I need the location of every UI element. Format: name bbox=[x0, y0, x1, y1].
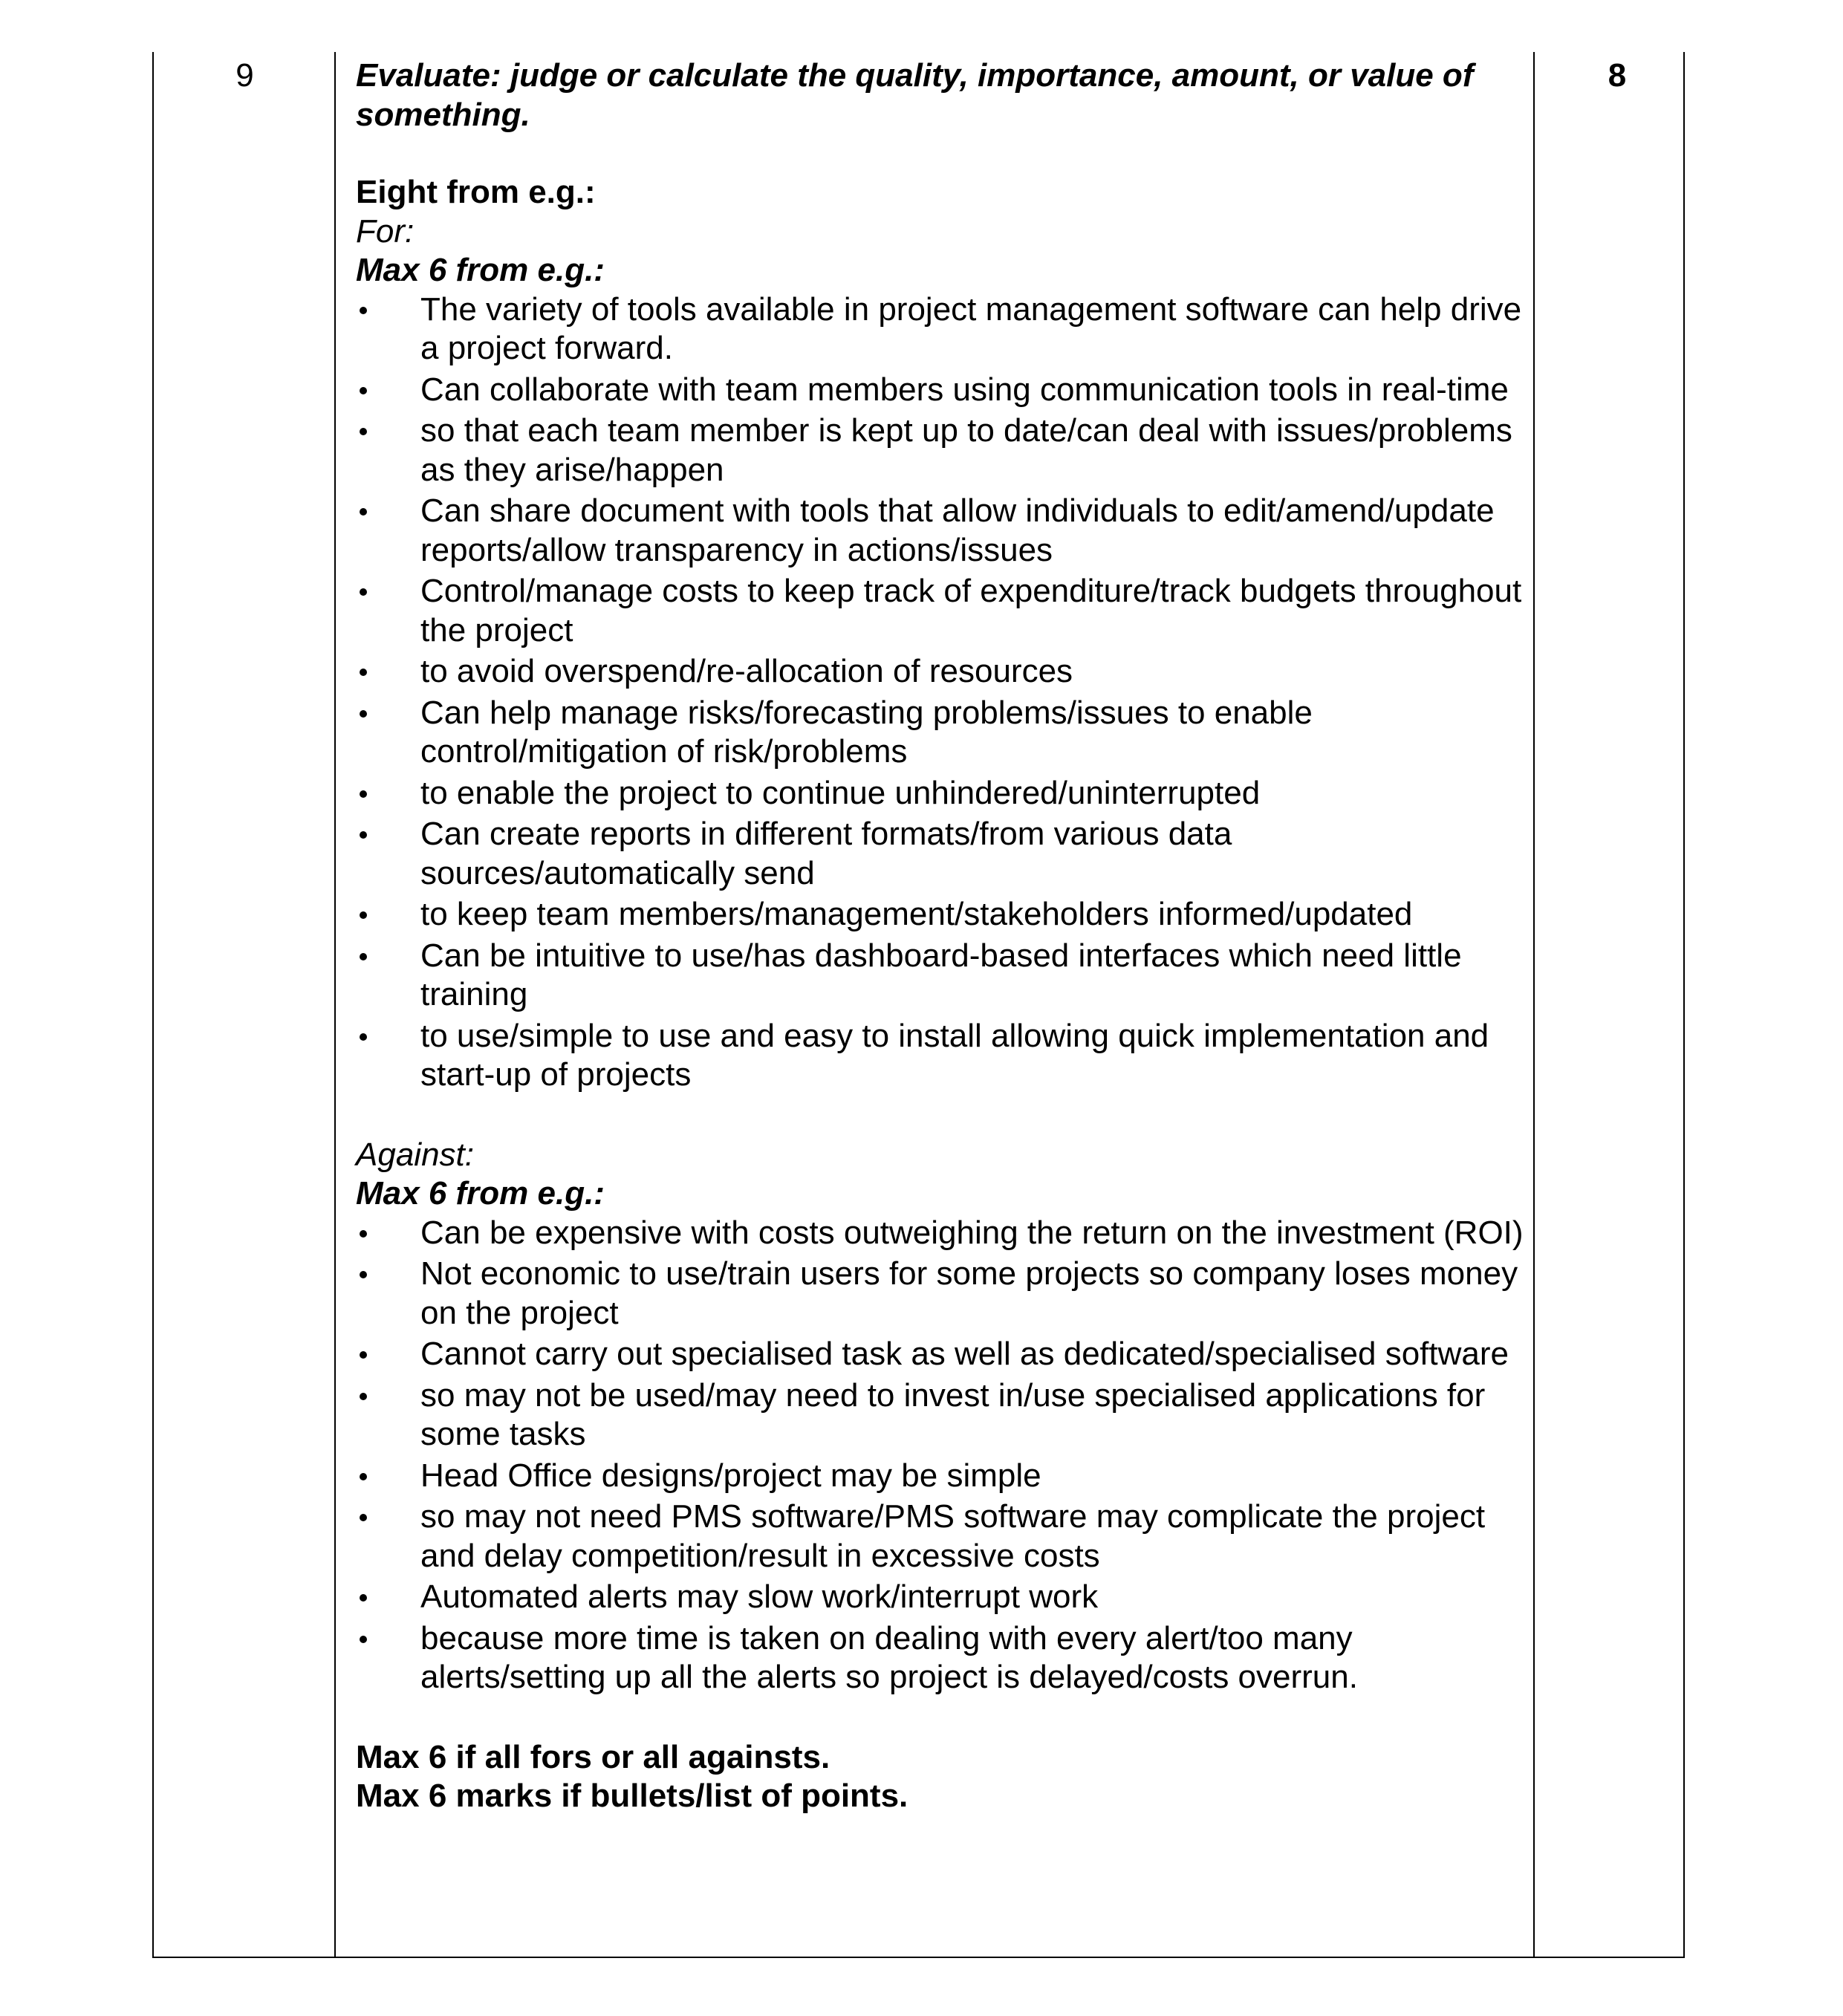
list-item-text: Can help manage risks/forecasting problems/issues to enable control/mitigation of risk/problems bbox=[420, 694, 1313, 770]
list-item bbox=[356, 1017, 1533, 1095]
list-item bbox=[356, 937, 1533, 1015]
list-item-text: Control/manage costs to keep track of expenditure/track budgets throughout the project bbox=[420, 573, 1522, 648]
intro-text: Eight from e.g.: bbox=[356, 174, 596, 210]
bullet-icon bbox=[360, 1351, 367, 1359]
list-item-text: because more time is taken on dealing with every alert/too many alerts/setting up all the alerts so project is delayed/costs overrun. bbox=[420, 1619, 1358, 1695]
bullet-icon bbox=[360, 790, 367, 798]
against-list bbox=[356, 1214, 1533, 1697]
bullet-icon bbox=[360, 911, 367, 919]
bullet-icon bbox=[360, 1594, 367, 1602]
list-item-text: Can create reports in different formats/from various data sources/automatically send bbox=[420, 816, 1232, 891]
against-heading: Against: bbox=[356, 1136, 474, 1173]
list-item bbox=[356, 895, 1533, 934]
bullet-icon bbox=[360, 508, 367, 516]
for-list bbox=[356, 290, 1533, 1095]
for-max: Max 6 from e.g.: bbox=[356, 252, 605, 288]
answer-cell bbox=[356, 56, 1533, 1816]
list-item-text: to keep team members/management/stakeholders informed/updated bbox=[420, 896, 1413, 932]
bullet-icon bbox=[360, 1473, 367, 1480]
list-item bbox=[356, 290, 1533, 368]
list-item-text: so may not need PMS software/PMS software may complicate the project and delay competition/result in excessive costs bbox=[420, 1498, 1486, 1574]
column-divider bbox=[334, 52, 336, 1957]
against-max: Max 6 from e.g.: bbox=[356, 1175, 605, 1212]
list-item-text: to avoid overspend/re-allocation of resources bbox=[420, 653, 1073, 689]
list-item bbox=[356, 1376, 1533, 1454]
list-item bbox=[356, 1498, 1533, 1576]
note-line: Max 6 if all fors or all againsts. bbox=[356, 1738, 831, 1775]
command-word-definition: Evaluate: judge or calculate the quality, importance, amount, or value of something. bbox=[356, 57, 1474, 133]
bullet-icon bbox=[360, 1033, 367, 1041]
list-item bbox=[356, 774, 1533, 813]
question-number: 9 bbox=[235, 57, 254, 94]
list-item bbox=[356, 412, 1533, 490]
list-item bbox=[356, 492, 1533, 570]
list-item-text: Can collaborate with team members using communication tools in real-time bbox=[420, 371, 1509, 408]
list-item-text: to enable the project to continue unhindered/uninterrupted bbox=[420, 774, 1261, 811]
bullet-icon bbox=[360, 1393, 367, 1400]
for-heading: For: bbox=[356, 212, 415, 250]
list-item bbox=[356, 1619, 1533, 1697]
list-item-text: Can be intuitive to use/has dashboard-based interfaces which need little training bbox=[420, 937, 1462, 1012]
list-item-text: to use/simple to use and easy to install allowing quick implementation and start-up of projects bbox=[420, 1017, 1489, 1093]
bullet-icon bbox=[360, 1230, 367, 1238]
list-item bbox=[356, 1335, 1533, 1374]
list-item-text: so that each team member is kept up to date/can deal with issues/problems as they arise/happen bbox=[420, 412, 1512, 488]
list-item-text: Automated alerts may slow work/interrupt work bbox=[420, 1578, 1099, 1615]
list-item bbox=[356, 694, 1533, 772]
column-divider bbox=[1533, 52, 1535, 1957]
list-item bbox=[356, 652, 1533, 692]
marks-value: 8 bbox=[1608, 57, 1627, 94]
bullet-icon bbox=[360, 588, 367, 596]
list-item-text: The variety of tools available in project management software can help drive a project forward. bbox=[420, 290, 1522, 366]
bullet-icon bbox=[360, 387, 367, 394]
list-item-text: Can be expensive with costs outweighing the return on the investment (ROI) bbox=[420, 1214, 1524, 1251]
note-line: Max 6 marks if bullets/list of points. bbox=[356, 1778, 909, 1814]
bullet-icon bbox=[360, 1271, 367, 1278]
bullet-icon bbox=[360, 831, 367, 839]
mark-scheme-table bbox=[152, 52, 1685, 1958]
list-item bbox=[356, 1578, 1533, 1617]
list-item bbox=[356, 1255, 1533, 1333]
list-item-text: Cannot carry out specialised task as well as dedicated/specialised software bbox=[420, 1336, 1509, 1372]
bullet-icon bbox=[360, 953, 367, 960]
list-item-text: Can share document with tools that allow individuals to edit/amend/update reports/allow transparency in actions/issues bbox=[420, 492, 1495, 568]
list-item bbox=[356, 572, 1533, 650]
bullet-icon bbox=[360, 1636, 367, 1643]
list-item-text: Head Office designs/project may be simple bbox=[420, 1457, 1041, 1494]
bullet-icon bbox=[360, 710, 367, 718]
list-item-text: Not economic to use/train users for some projects so company loses money on the project bbox=[420, 1255, 1518, 1331]
bullet-icon bbox=[360, 428, 367, 435]
bullet-icon bbox=[360, 669, 367, 676]
list-item bbox=[356, 1214, 1533, 1253]
bullet-icon bbox=[360, 307, 367, 314]
list-item-text: so may not be used/may need to invest in/use specialised applications for some tasks bbox=[420, 1376, 1486, 1452]
bullet-icon bbox=[360, 1514, 367, 1521]
list-item bbox=[356, 1457, 1533, 1496]
list-item bbox=[356, 815, 1533, 893]
list-item bbox=[356, 371, 1533, 410]
